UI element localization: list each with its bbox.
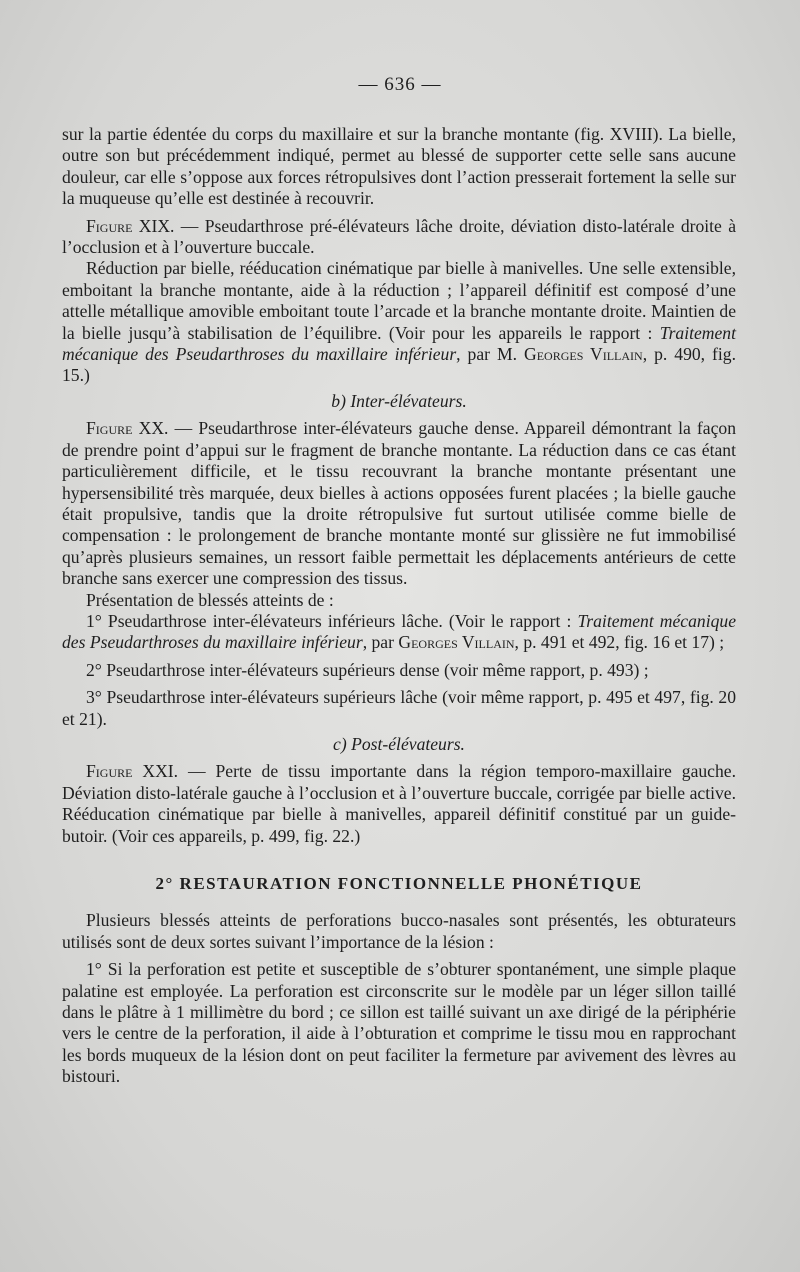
- figure-20-text: — Pseudarthrose inter-élévateurs gauche dense. Appareil démontrant la façon de prendre point d’appui sur le fragment de branche montante. La réduction dans ce cas étant particulièrement difficile, et le tissu recouvrant la branche montante présentant une hypersensibilité très marquée, deux bielles à actions opposées furent placées ; la bielle gauche était propulsive, tandis que la droite rétropulsive fut surtout utilisée comme bielle de compensation : le prolongement de branche montante monté sur glissière ne fut immobilisé qu’après plusieurs semaines, un ressort faible permettait les déplacements antérieurs de cette branche sans exercer une compression des tissus.: [62, 418, 736, 589]
- figure-19-caption: [62, 216, 736, 259]
- section-heading: 2° RESTAURATION FONCTIONNELLE PHONÉTIQUE: [155, 874, 643, 893]
- section-2-item-1: 1° Si la perforation est petite et susceptible de s’obturer spontanément, une simple plaque palatine est employée. La perforation est circonscrite sur le modèle par un léger sillon taillé dans le plâtre à 1 millimètre du bord ; ce sillon est taillé suivant un axe dirigé de la périphérie vers le centre de la perforation, il aide à l’obturation et comprime le tissu mou en rapprochant les bords muqueux de la lésion dont on peut faciliter la fermeture par avivement des lèvres au bistouri.: [62, 959, 736, 1087]
- section-2-paragraph: Plusieurs blessés atteints de perforations bucco-nasales sont présentés, les obturateurs utilisés sont de deux sortes suivant l’importance de la lésion :: [62, 910, 736, 952]
- list-item-1: [62, 611, 736, 654]
- report-title: Traitement mécanique des Pseudarthroses du maxillaire inférieur: [62, 322, 736, 365]
- figure-20-label: Figure XX.: [86, 418, 169, 439]
- reduction-mid: , par M.: [456, 344, 524, 365]
- reduction-ref: , p. 490, fig. 15.): [62, 344, 736, 386]
- item-1-text: 1° Pseudarthrose inter-élévateurs inférieurs lâche. (Voir le rapport :: [86, 610, 578, 631]
- subheading-b: b) Inter-élévateurs.: [331, 390, 467, 411]
- item-1-mid: , par: [362, 632, 399, 653]
- figure-21-label: Figure XXI.: [86, 761, 179, 782]
- list-item-3: 3° Pseudarthrose inter-élévateurs supérieurs lâche (voir même rapport, p. 495 et 497, fig. 20 et 21).: [62, 687, 736, 729]
- page-number: — 636 —: [358, 74, 442, 95]
- page-body: [62, 124, 736, 1088]
- reduction-paragraph: [62, 258, 736, 386]
- figure-19-label: Figure XIX.: [86, 215, 175, 236]
- presentation-line: Présentation de blessés atteints de :: [86, 589, 334, 610]
- intro-paragraph: sur la partie édentée du corps du maxillaire et sur la branche montante (fig. XVIII). La bielle, outre son but précédemment indiqué, permet au blessé de supporter cette selle sans aucune douleur, car elle s’oppose aux forces rétropulsives dont l’action presserait fortement la selle sur la muqueuse qu’elle est destinée à recouvrir.: [62, 124, 736, 209]
- reduction-text: Réduction par bielle, rééducation cinématique par bielle à manivelles. Une selle extensible, emboitant la branche montante, aide à la réduction ; l’appareil définitif est composé d’une attelle métallique amovible emboitant toute l’arcade et la branche montante droite. Maintien de la bielle jusqu’à stabilisation de l’équilibre. (Voir pour les appareils le rapport :: [62, 258, 736, 343]
- subheading-c: c) Post-élévateurs.: [333, 733, 465, 754]
- figure-21-caption: [62, 761, 736, 847]
- figure-21-text: — Perte de tissu importante dans la région temporo-maxillaire gauche. Déviation disto-latérale gauche à l’occlusion et à l’ouverture buccale, corrigée par bielle active. Rééducation cinématique par bielle à manivelles, appareil définitif constitué par un guide-butoir. (Voir ces appareils, p. 499, fig. 22.): [62, 761, 736, 846]
- author-name: Georges Villain: [524, 344, 643, 365]
- figure-19-text: — Pseudarthrose pré-élévateurs lâche droite, déviation disto-latérale droite à l’occlusion et à l’ouverture buccale.: [62, 215, 737, 258]
- item-1-report-title: Traitement mécanique des Pseudarthroses du maxillaire inférieur: [62, 610, 736, 653]
- figure-20-caption: [62, 418, 736, 589]
- list-item-2: 2° Pseudarthrose inter-élévateurs supérieurs dense (voir même rapport, p. 493) ;: [86, 659, 649, 680]
- item-1-author: Georges Villain: [398, 632, 515, 653]
- item-1-ref: , p. 491 et 492, fig. 16 et 17) ;: [514, 632, 725, 653]
